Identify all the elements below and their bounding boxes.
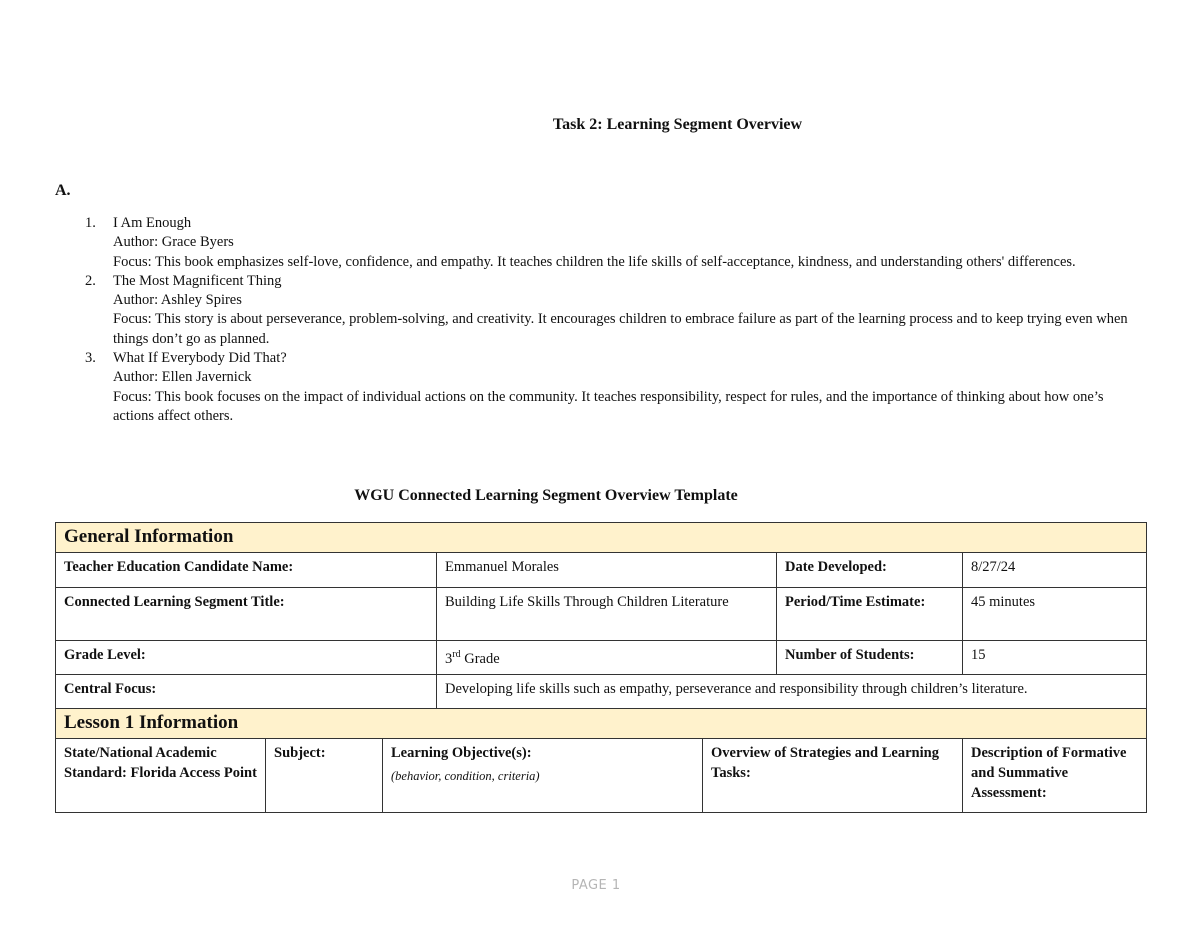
grade-suffix: rd <box>452 649 461 660</box>
objective-header <box>383 739 703 813</box>
book-focus: Focus: This book emphasizes self-love, confidence, and empathy. It teaches children the life skills of self-acceptance, kindness, and understanding others' differences. <box>113 253 1076 270</box>
candidate-label: Teacher Education Candidate Name: <box>56 553 437 588</box>
book-title: What If Everybody Did That? <box>113 350 287 367</box>
list-item <box>85 349 1145 426</box>
book-title: The Most Magnificent Thing <box>113 272 282 289</box>
candidate-value: Emmanuel Morales <box>437 553 777 588</box>
grade-label: Grade Level: <box>56 641 437 675</box>
table-row <box>56 675 1147 709</box>
period-label: Period/Time Estimate: <box>777 588 963 641</box>
segment-title-label: Connected Learning Segment Title: <box>56 588 437 641</box>
book-author: Author: Grace Byers <box>113 234 234 251</box>
subject-header: Subject: <box>266 739 383 813</box>
date-label: Date Developed: <box>777 553 963 588</box>
book-author: Author: Ellen Javernick <box>113 369 252 386</box>
table-row <box>56 588 1147 641</box>
table-row <box>56 553 1147 588</box>
students-label: Number of Students: <box>777 641 963 675</box>
grade-word: Grade <box>460 650 500 667</box>
date-value: 8/27/24 <box>963 553 1147 588</box>
students-value: 15 <box>963 641 1147 675</box>
grade-number: 3 <box>445 650 453 667</box>
lesson1-header-row <box>56 709 1147 739</box>
grade-value <box>437 641 777 675</box>
page-number: PAGE 1 <box>571 878 621 893</box>
book-title: I Am Enough <box>113 215 192 231</box>
standard-header: State/National Academic Standard: Florida Access Point <box>56 739 266 813</box>
table-row <box>56 739 1147 813</box>
book-author: Author: Ashley Spires <box>113 292 242 309</box>
list-number: 2. <box>85 272 96 289</box>
book-focus: Focus: This story is about perseverance, problem-solving, and creativity. It encourages children to embrace failure as part of the learning process and to keep trying even when things don’t go as planned. <box>113 311 1128 347</box>
central-focus-label: Central Focus: <box>56 675 437 709</box>
page-title: Task 2: Learning Segment Overview <box>552 116 803 133</box>
overview-table <box>55 522 1147 813</box>
book-focus: Focus: This book focuses on the impact of individual actions on the community. It teaches responsibility, respect for rules, and the importance of thinking about how one’s actions affect others. <box>113 388 1104 424</box>
list-number: 1. <box>85 215 96 231</box>
central-focus-value: Developing life skills such as empathy, perseverance and responsibility through children’s literature. <box>437 675 1147 709</box>
list-item <box>85 214 1145 272</box>
template-title: WGU Connected Learning Segment Overview Template <box>354 487 738 504</box>
lesson1-header: Lesson 1 Information <box>56 709 1147 739</box>
book-list <box>85 214 1145 426</box>
segment-title-value: Building Life Skills Through Children Literature <box>437 588 777 641</box>
general-header-row <box>56 523 1147 553</box>
list-number: 3. <box>85 350 96 367</box>
assessment-header: Description of Formative and Summative Assessment: <box>963 739 1147 813</box>
objective-label: Learning Objective(s): <box>391 745 532 761</box>
objective-note: (behavior, condition, criteria) <box>391 769 540 783</box>
list-item <box>85 272 1145 349</box>
period-value: 45 minutes <box>963 588 1147 641</box>
table-row <box>56 641 1147 675</box>
general-header: General Information <box>56 523 1147 553</box>
section-label: A. <box>55 182 71 199</box>
strategies-header: Overview of Strategies and Learning Tasks: <box>703 739 963 813</box>
